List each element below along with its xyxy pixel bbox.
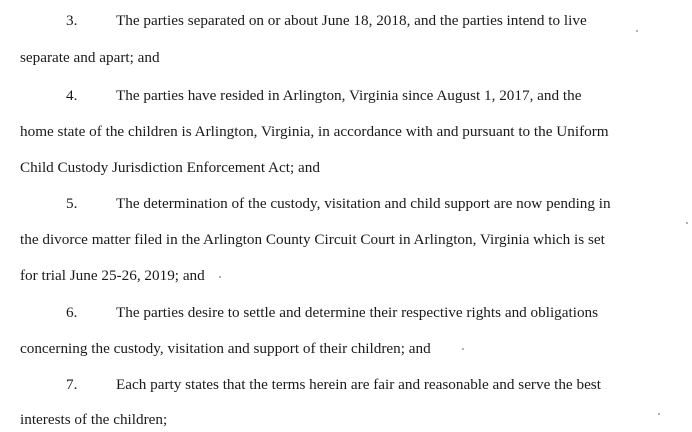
paragraph-line: The parties have resided in Arlington, Virginia since August 1, 2017, and the <box>116 87 582 104</box>
paragraph-line: Each party states that the terms herein are fair and reasonable and serve the best <box>116 376 601 393</box>
paragraph-number: 7. <box>66 376 78 393</box>
paragraph-line: The parties separated on or about June 18, 2018, and the parties intend to live <box>116 12 587 29</box>
paragraph-number: 4. <box>66 87 78 104</box>
paragraph-line: for trial June 25-26, 2019; and <box>20 267 205 284</box>
paragraph-line: home state of the children is Arlington, Virginia, in accordance with and pursuant to the Uniform <box>20 123 609 140</box>
scan-speck <box>658 413 660 415</box>
scan-speck <box>636 30 638 32</box>
paragraph-line: the divorce matter filed in the Arlington County Circuit Court in Arlington, Virginia which is set <box>20 231 605 248</box>
paragraph-line: The parties desire to settle and determine their respective rights and obligations <box>116 304 599 321</box>
paragraph-number: 6. <box>66 304 78 321</box>
scan-speck <box>686 222 688 224</box>
paragraph-line: Child Custody Jurisdiction Enforcement Act; and <box>20 159 320 176</box>
paragraph-line: interests of the children; <box>20 411 168 428</box>
paragraph-line: separate and apart; and <box>20 49 160 66</box>
paragraph-line: The determination of the custody, visitation and child support are now pending in <box>116 195 611 212</box>
scan-speck <box>219 276 221 278</box>
paragraph-number: 5. <box>66 195 78 212</box>
scan-speck <box>462 348 464 350</box>
paragraph-number: 3. <box>66 12 78 29</box>
paragraph-line: concerning the custody, visitation and support of their children; and <box>20 340 431 357</box>
